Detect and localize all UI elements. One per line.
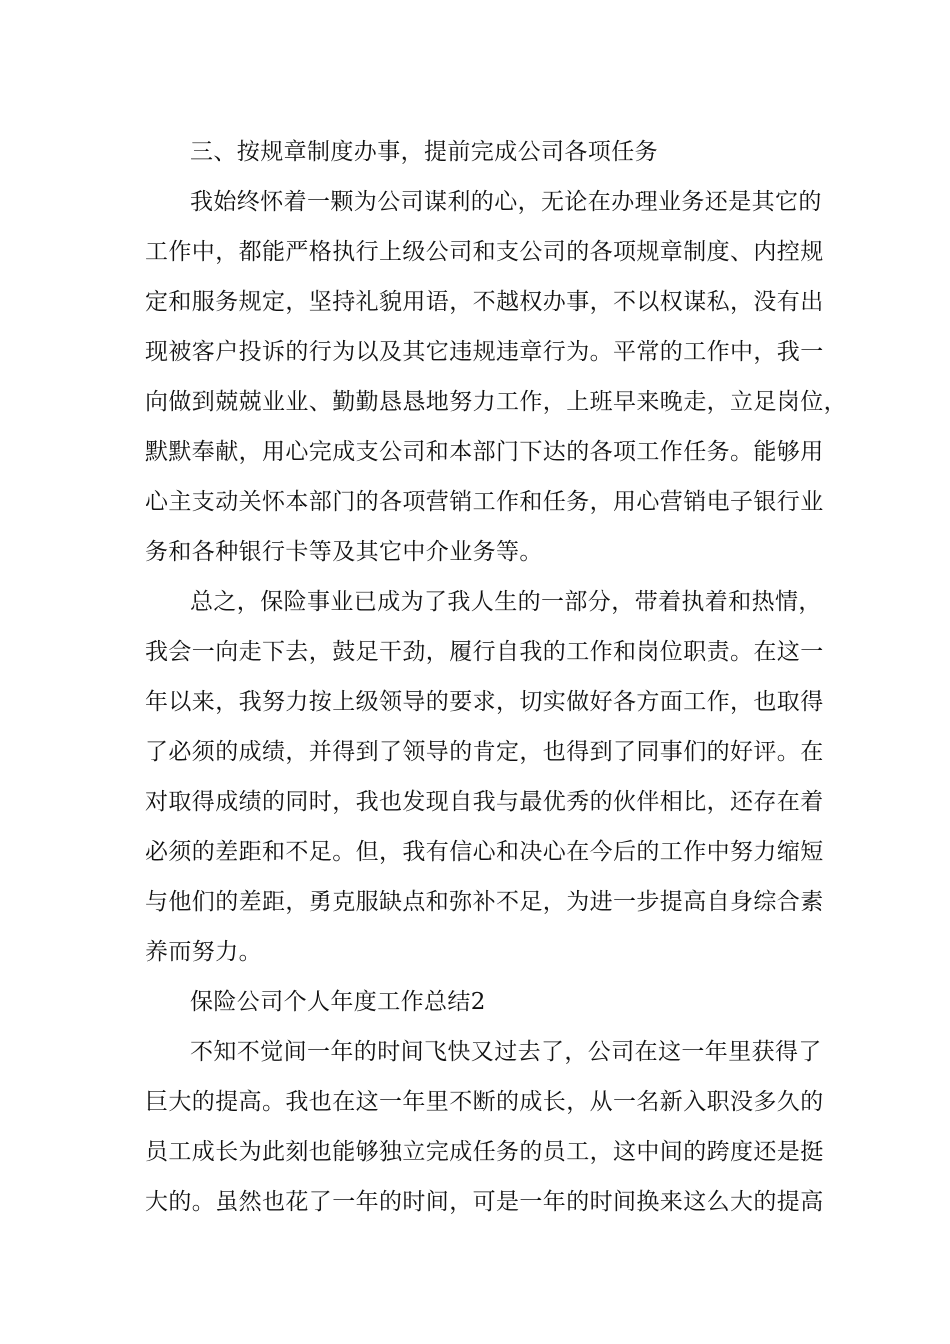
paragraph-line: 养而努力。 — [145, 939, 262, 965]
paragraph-line: 务和各种银行卡等及其它中介业务等。 — [145, 539, 543, 565]
paragraph-line: 了必须的成绩，并得到了领导的肯定，也得到了同事们的好评。在 — [145, 739, 824, 765]
section-heading: 三、按规章制度办事，提前完成公司各项任务 — [190, 139, 658, 165]
paragraph-line: 向做到兢兢业业、勤勤恳恳地努力工作，上班早来晚走，立足岗位， — [145, 389, 847, 415]
section-title: 保险公司个人年度工作总结2 — [190, 989, 486, 1015]
paragraph-line: 年以来，我努力按上级领导的要求，切实做好各方面工作，也取得 — [145, 689, 824, 715]
paragraph-line: 工作中，都能严格执行上级公司和支公司的各项规章制度、内控规 — [145, 239, 824, 265]
paragraph-line: 定和服务规定，坚持礼貌用语，不越权办事，不以权谋私，没有出 — [145, 289, 824, 315]
paragraph-line: 不知不觉间一年的时间飞快又过去了，公司在这一年里获得了 — [190, 1039, 822, 1065]
paragraph-line: 必须的差距和不足。但，我有信心和决心在今后的工作中努力缩短 — [145, 839, 824, 865]
paragraph-line: 默默奉献，用心完成支公司和本部门下达的各项工作任务。能够用 — [145, 439, 824, 465]
paragraph-line: 心主支动关怀本部门的各项营销工作和任务，用心营销电子银行业 — [145, 489, 824, 515]
paragraph-line: 总之，保险事业已成为了我人生的一部分，带着执着和热情， — [190, 589, 822, 615]
paragraph-line: 员工成长为此刻也能够独立完成任务的员工，这中间的跨度还是挺 — [145, 1139, 824, 1165]
paragraph-line: 对取得成绩的同时，我也发现自我与最优秀的伙伴相比，还存在着 — [145, 789, 824, 815]
paragraph-line: 我会一向走下去，鼓足干劲，履行自我的工作和岗位职责。在这一 — [145, 639, 824, 665]
paragraph-line: 我始终怀着一颗为公司谋利的心，无论在办理业务还是其它的 — [190, 189, 822, 215]
paragraph-line: 现被客户投诉的行为以及其它违规违章行为。平常的工作中，我一 — [145, 339, 824, 365]
paragraph-line: 与他们的差距，勇克服缺点和弥补不足，为进一步提高自身综合素 — [145, 889, 824, 915]
paragraph-line: 大的。虽然也花了一年的时间，可是一年的时间换来这么大的提高 — [145, 1189, 824, 1215]
paragraph-line: 巨大的提高。我也在这一年里不断的成长，从一名新入职没多久的 — [145, 1089, 824, 1115]
